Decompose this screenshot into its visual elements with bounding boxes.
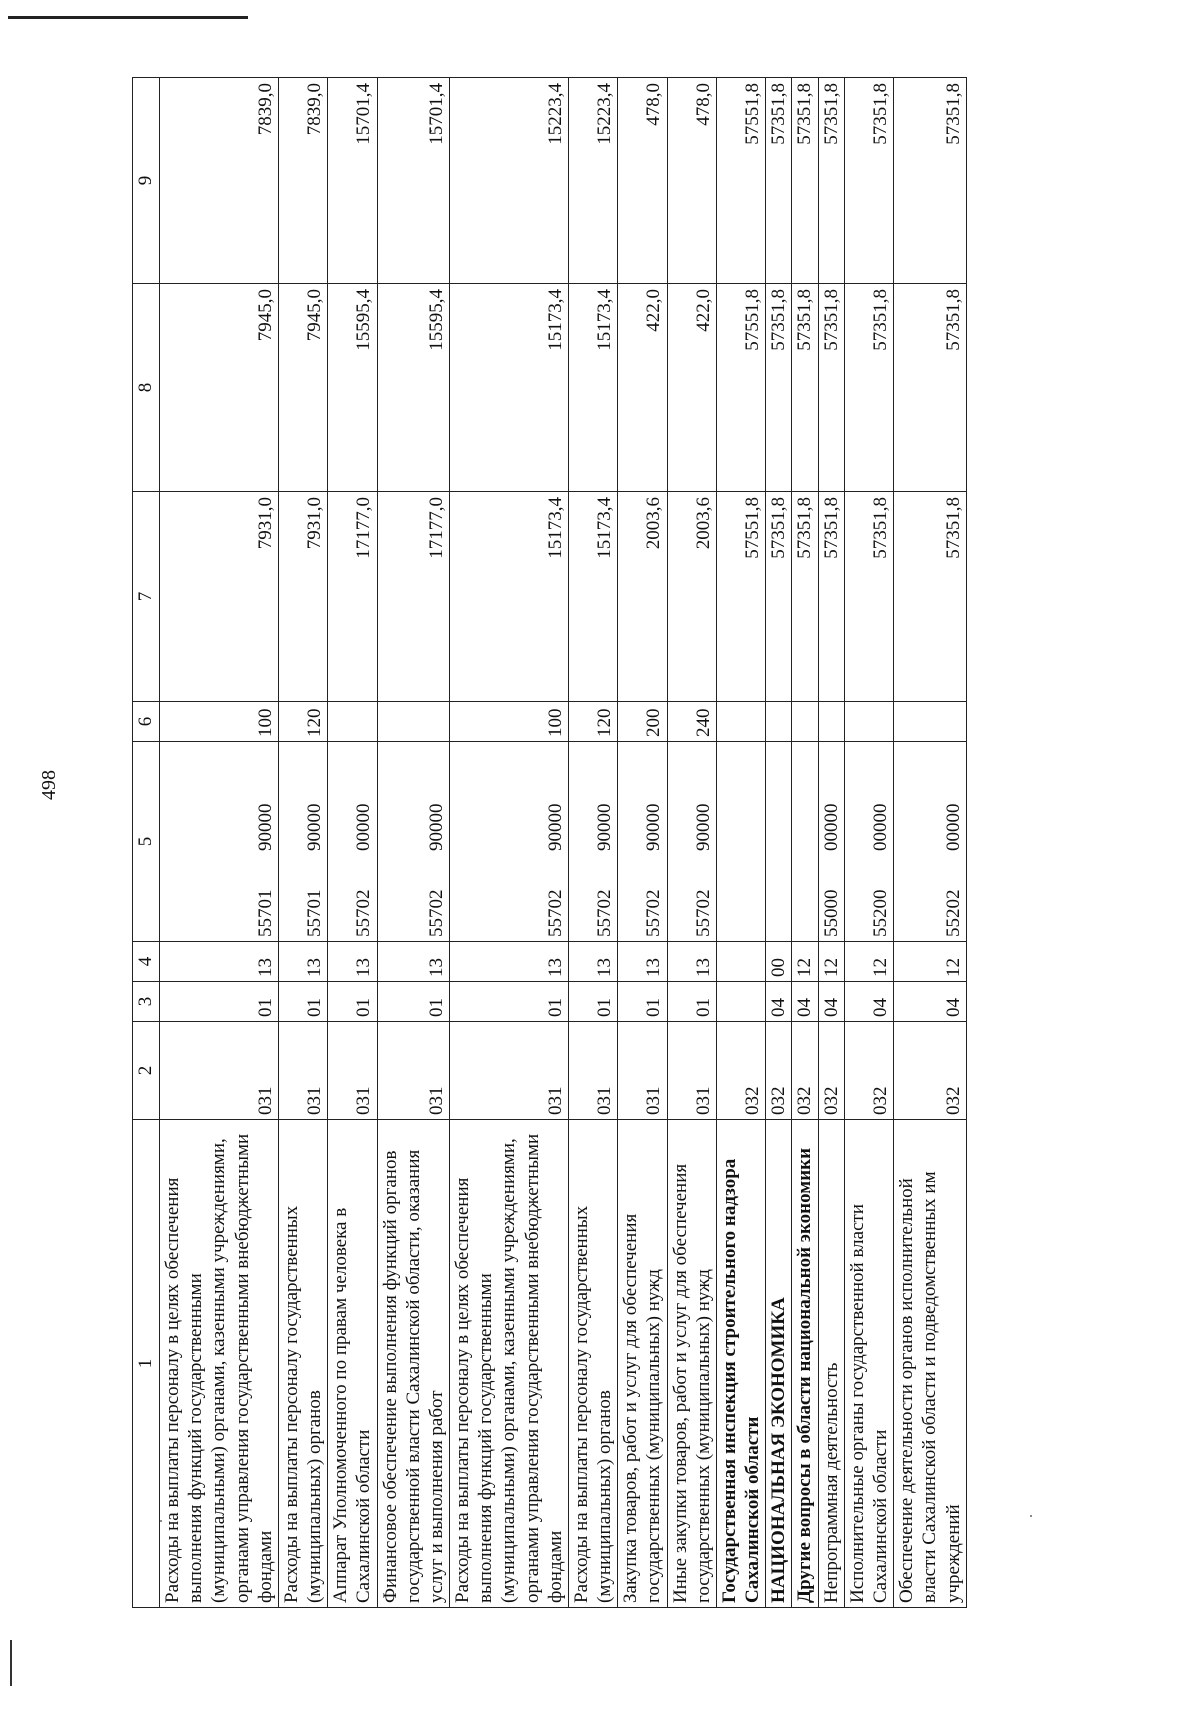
target-article-part: 55200 xyxy=(869,889,891,937)
admin-code-cell: 031 xyxy=(278,1022,327,1120)
amount-col8-cell: 7945,0 xyxy=(160,284,279,492)
amount-col7-cell: 15173,4 xyxy=(568,492,617,702)
expense-type-cell xyxy=(716,702,765,742)
section-cell: 04 xyxy=(818,982,844,1022)
header-cell: 6 xyxy=(133,702,160,742)
amount-col9-cell: 57351,8 xyxy=(894,78,967,284)
target-article-cell xyxy=(450,742,569,942)
subsection-cell: 13 xyxy=(160,942,279,982)
header-cell: 1 xyxy=(133,1120,160,1608)
target-article-part: 90000 xyxy=(594,803,616,851)
amount-col8-cell: 57551,8 xyxy=(716,284,765,492)
expense-type-cell: 120 xyxy=(568,702,617,742)
admin-code-cell: 031 xyxy=(160,1022,279,1120)
expense-type-cell xyxy=(894,702,967,742)
margin-mark xyxy=(10,1640,12,1686)
row-name-cell: Исполнительные органы государственной власти Сахалинской области xyxy=(844,1120,893,1608)
admin-code-cell: 031 xyxy=(618,1022,667,1120)
amount-col8-cell: 57351,8 xyxy=(766,284,792,492)
page-number: 498 xyxy=(38,770,60,800)
section-cell: 04 xyxy=(844,982,893,1022)
target-article-part: 00000 xyxy=(820,803,842,851)
section-cell: 04 xyxy=(894,982,967,1022)
amount-col9-cell: 57351,8 xyxy=(766,78,792,284)
target-article-part: 90000 xyxy=(692,803,714,851)
subsection-cell: 12 xyxy=(894,942,967,982)
header-cell: 7 xyxy=(133,492,160,702)
row-name-cell: Закупка товаров, работ и услуг для обеспечения государственных (муниципальных) нужд xyxy=(618,1120,667,1608)
amount-col9-cell: 478,0 xyxy=(667,78,716,284)
expense-type-cell: 100 xyxy=(160,702,279,742)
expense-type-cell xyxy=(844,702,893,742)
table-row xyxy=(792,78,818,1608)
table-row xyxy=(450,78,569,1608)
admin-code-cell: 032 xyxy=(894,1022,967,1120)
target-article-cell xyxy=(618,742,667,942)
target-article-part: 90000 xyxy=(425,803,447,851)
target-article-part: 90000 xyxy=(304,803,326,851)
section-cell: 01 xyxy=(377,982,450,1022)
expense-type-cell xyxy=(818,702,844,742)
section-cell: 01 xyxy=(618,982,667,1022)
admin-code-cell: 031 xyxy=(377,1022,450,1120)
target-article-part: 55701 xyxy=(254,889,276,937)
amount-col7-cell: 57551,8 xyxy=(716,492,765,702)
target-article-part: 55702 xyxy=(643,889,665,937)
amount-col7-cell: 17177,0 xyxy=(377,492,450,702)
section-cell: 01 xyxy=(450,982,569,1022)
amount-col7-cell: 7931,0 xyxy=(160,492,279,702)
scan-speck xyxy=(1030,1515,1032,1517)
header-cell: 4 xyxy=(133,942,160,982)
row-name-cell: Обеспечение деятельности органов исполнительной власти Сахалинской области и подведомственных им учреждений xyxy=(894,1120,967,1608)
section-cell: 01 xyxy=(160,982,279,1022)
amount-col9-cell: 15701,4 xyxy=(328,78,377,284)
admin-code-cell: 031 xyxy=(667,1022,716,1120)
amount-col9-cell: 7839,0 xyxy=(160,78,279,284)
expense-type-cell: 240 xyxy=(667,702,716,742)
amount-col8-cell: 57351,8 xyxy=(792,284,818,492)
header-cell: 3 xyxy=(133,982,160,1022)
amount-col8-cell: 422,0 xyxy=(667,284,716,492)
admin-code-cell: 032 xyxy=(716,1022,765,1120)
subsection-cell: 00 xyxy=(766,942,792,982)
expense-type-cell: 200 xyxy=(618,702,667,742)
target-article-cell xyxy=(792,742,818,942)
amount-col9-cell: 15701,4 xyxy=(377,78,450,284)
table-row xyxy=(328,78,377,1608)
target-article-part: 55000 xyxy=(820,889,842,937)
admin-code-cell: 032 xyxy=(818,1022,844,1120)
target-article-part: 55702 xyxy=(544,889,566,937)
target-article-cell xyxy=(844,742,893,942)
amount-col8-cell: 15595,4 xyxy=(377,284,450,492)
table-row xyxy=(766,78,792,1608)
expense-type-cell: 120 xyxy=(278,702,327,742)
header-cell: 8 xyxy=(133,284,160,492)
amount-col8-cell: 15173,4 xyxy=(450,284,569,492)
admin-code-cell: 032 xyxy=(844,1022,893,1120)
row-name-cell: Расходы на выплаты персоналу государственных (муниципальных) органов xyxy=(568,1120,617,1608)
header-cell: 2 xyxy=(133,1022,160,1120)
target-article-part: 00000 xyxy=(353,803,375,851)
header-cell: 5 xyxy=(133,742,160,942)
row-name-cell: Аппарат Уполномоченного по правам человека в Сахалинской области xyxy=(328,1120,377,1608)
amount-col8-cell: 15173,4 xyxy=(568,284,617,492)
row-name-cell: Расходы на выплаты персоналу в целях обеспечения выполнения функций государственными (муниципальными) органами, казенными учреждениями, органами управления государственными внебюджетными фондами xyxy=(450,1120,569,1608)
amount-col7-cell: 57351,8 xyxy=(818,492,844,702)
section-cell xyxy=(716,982,765,1022)
row-name-cell: Расходы на выплаты персоналу в целях обеспечения выполнения функций государственными (муниципальными) органами, казенными учреждениями, органами управления государственными внебюджетными фондами xyxy=(160,1120,279,1608)
row-name-cell: Другие вопросы в области национальной экономики xyxy=(792,1120,818,1608)
target-article-part: 55702 xyxy=(425,889,447,937)
amount-col9-cell: 57551,8 xyxy=(716,78,765,284)
row-name-cell: Финансовое обеспечение выполнения функций органов государственной власти Сахалинской области, оказания услуг и выполнения работ xyxy=(377,1120,450,1608)
admin-code-cell: 031 xyxy=(450,1022,569,1120)
subsection-cell: 12 xyxy=(818,942,844,982)
section-cell: 01 xyxy=(667,982,716,1022)
target-article-part: 90000 xyxy=(254,803,276,851)
section-cell: 01 xyxy=(328,982,377,1022)
amount-col8-cell: 422,0 xyxy=(618,284,667,492)
target-article-cell xyxy=(328,742,377,942)
target-article-part: 00000 xyxy=(942,803,964,851)
amount-col7-cell: 15173,4 xyxy=(450,492,569,702)
amount-col7-cell: 57351,8 xyxy=(792,492,818,702)
amount-col8-cell: 57351,8 xyxy=(818,284,844,492)
target-article-cell xyxy=(160,742,279,942)
target-article-cell xyxy=(766,742,792,942)
target-article-cell xyxy=(894,742,967,942)
amount-col9-cell: 57351,8 xyxy=(792,78,818,284)
subsection-cell: 13 xyxy=(377,942,450,982)
top-rule-line xyxy=(8,16,248,19)
section-cell: 04 xyxy=(792,982,818,1022)
target-article-cell xyxy=(278,742,327,942)
target-article-cell xyxy=(377,742,450,942)
target-article-part: 00000 xyxy=(869,803,891,851)
section-cell: 04 xyxy=(766,982,792,1022)
budget-table xyxy=(132,77,967,1608)
subsection-cell: 12 xyxy=(792,942,818,982)
table-row xyxy=(377,78,450,1608)
admin-code-cell: 032 xyxy=(792,1022,818,1120)
target-article-part: 55702 xyxy=(353,889,375,937)
target-article-cell xyxy=(818,742,844,942)
amount-col9-cell: 57351,8 xyxy=(844,78,893,284)
expense-type-cell xyxy=(377,702,450,742)
admin-code-cell: 031 xyxy=(568,1022,617,1120)
amount-col9-cell: 57351,8 xyxy=(818,78,844,284)
row-name-cell: Иные закупки товаров, работ и услуг для обеспечения государственных (муниципальных) нужд xyxy=(667,1120,716,1608)
expense-type-cell xyxy=(766,702,792,742)
amount-col8-cell: 57351,8 xyxy=(894,284,967,492)
table-row xyxy=(278,78,327,1608)
subsection-cell: 13 xyxy=(328,942,377,982)
target-article-part: 55202 xyxy=(942,889,964,937)
header-cell: 9 xyxy=(133,78,160,284)
amount-col9-cell: 478,0 xyxy=(618,78,667,284)
amount-col7-cell: 57351,8 xyxy=(844,492,893,702)
target-article-part: 55702 xyxy=(594,889,616,937)
amount-col9-cell: 15223,4 xyxy=(568,78,617,284)
table-row xyxy=(716,78,765,1608)
amount-col7-cell: 57351,8 xyxy=(766,492,792,702)
amount-col9-cell: 15223,4 xyxy=(450,78,569,284)
row-name-cell: Государственная инспекция строительного надзора Сахалинской области xyxy=(716,1120,765,1608)
admin-code-cell: 031 xyxy=(328,1022,377,1120)
expense-type-cell: 100 xyxy=(450,702,569,742)
target-article-cell xyxy=(568,742,617,942)
row-name-cell: Непрограммная деятельность xyxy=(818,1120,844,1608)
table-row xyxy=(160,78,279,1608)
table-row xyxy=(568,78,617,1608)
amount-col7-cell: 2003,6 xyxy=(618,492,667,702)
table-row xyxy=(667,78,716,1608)
target-article-part: 55701 xyxy=(304,889,326,937)
amount-col8-cell: 15595,4 xyxy=(328,284,377,492)
table-row xyxy=(818,78,844,1608)
section-cell: 01 xyxy=(568,982,617,1022)
admin-code-cell: 032 xyxy=(766,1022,792,1120)
subsection-cell: 13 xyxy=(618,942,667,982)
amount-col9-cell: 7839,0 xyxy=(278,78,327,284)
table-row xyxy=(618,78,667,1608)
target-article-cell xyxy=(667,742,716,942)
table-row xyxy=(894,78,967,1608)
target-article-part: 55702 xyxy=(692,889,714,937)
row-name-cell: Расходы на выплаты персоналу государственных (муниципальных) органов xyxy=(278,1120,327,1608)
amount-col7-cell: 57351,8 xyxy=(894,492,967,702)
row-name-cell: НАЦИОНАЛЬНАЯ ЭКОНОМИКА xyxy=(766,1120,792,1608)
expense-type-cell xyxy=(328,702,377,742)
subsection-cell: 13 xyxy=(278,942,327,982)
subsection-cell: 12 xyxy=(844,942,893,982)
subsection-cell: 13 xyxy=(568,942,617,982)
amount-col8-cell: 57351,8 xyxy=(844,284,893,492)
amount-col7-cell: 17177,0 xyxy=(328,492,377,702)
section-cell: 01 xyxy=(278,982,327,1022)
amount-col8-cell: 7945,0 xyxy=(278,284,327,492)
subsection-cell: 13 xyxy=(450,942,569,982)
amount-col7-cell: 7931,0 xyxy=(278,492,327,702)
header-row xyxy=(133,78,160,1608)
subsection-cell: 13 xyxy=(667,942,716,982)
target-article-part: 90000 xyxy=(643,803,665,851)
target-article-cell xyxy=(716,742,765,942)
subsection-cell xyxy=(716,942,765,982)
rotated-page-content xyxy=(132,78,967,1608)
target-article-part: 90000 xyxy=(544,803,566,851)
expense-type-cell xyxy=(792,702,818,742)
amount-col7-cell: 2003,6 xyxy=(667,492,716,702)
table-row xyxy=(844,78,893,1608)
